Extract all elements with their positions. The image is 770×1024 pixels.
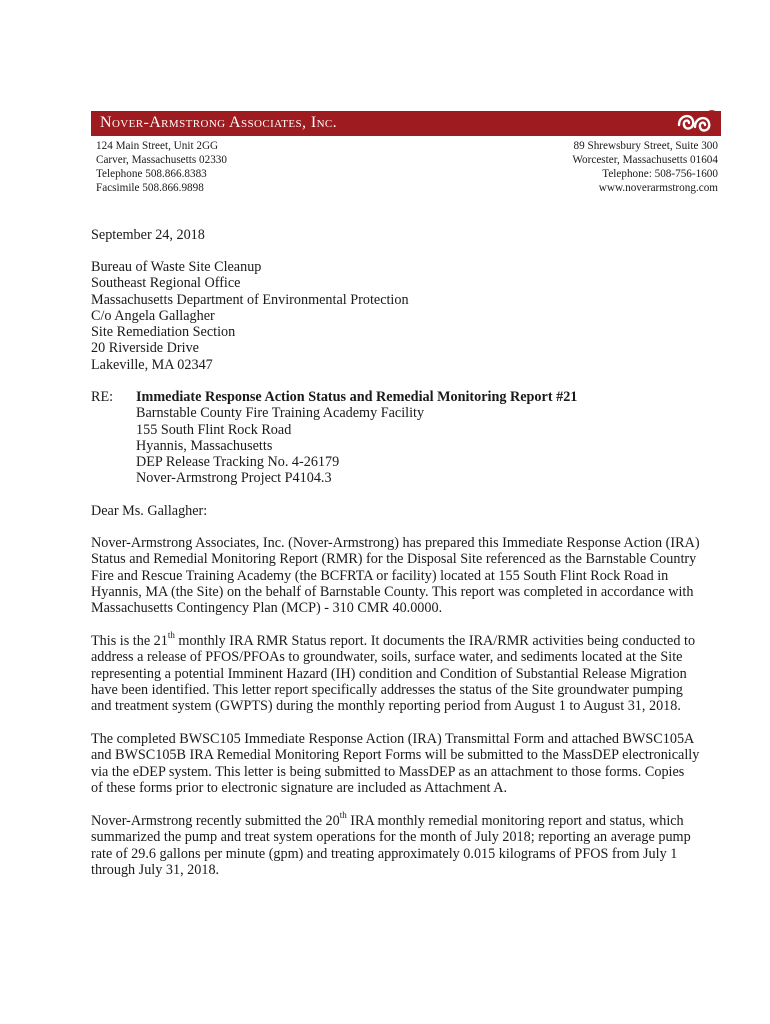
address-line: 124 Main Street, Unit 2GG — [96, 140, 219, 152]
paragraph-line: summarized the pump and treat system operations for the month of July 2018; reporting an average pump — [91, 829, 691, 846]
re-line: Barnstable County Fire Training Academy Facility — [136, 405, 425, 422]
paragraph-intro — [91, 535, 700, 617]
recipient-block — [91, 259, 680, 373]
paragraph-line: and BWSC105B IRA Remedial Monitoring Report Forms will be submitted to the MassDEP electronically — [91, 747, 700, 764]
recipient-line: C/o Angela Gallagher — [91, 307, 215, 324]
paragraph-line: address a release of PFOS/PFOAs to groundwater, soils, surface water, and sediments located at the Site — [91, 649, 683, 666]
recipient-line: Massachusetts Department of Environmental Protection — [91, 291, 409, 308]
fax-line: Facsimile 508.866.9898 — [96, 182, 204, 194]
letter-date: September 24, 2018 — [91, 227, 205, 243]
paragraph-line: representing a potential Imminent Hazard (IH) condition and Condition of Substantial Release Migration — [91, 665, 687, 682]
recipient-line: 20 Riverside Drive — [91, 340, 199, 357]
paragraph-status — [91, 630, 696, 715]
re-line: 155 South Flint Rock Road — [136, 421, 292, 438]
re-line: DEP Release Tracking No. 4-26179 — [136, 454, 340, 471]
swirl-logo-icon — [673, 105, 721, 141]
address-line: Carver, Massachusetts 02330 — [96, 154, 227, 166]
paragraph-line: Nover-Armstrong Associates, Inc. (Nover-Armstrong) has prepared this Immediate Response Action (IRA) — [91, 535, 700, 551]
recipient-line: Bureau of Waste Site Cleanup — [91, 259, 262, 275]
paragraph-line: and treatment system (GWPTS) during the monthly reporting period from August 1 to August 31, 2018. — [91, 698, 681, 715]
salutation: Dear Ms. Gallagher: — [91, 503, 208, 519]
website-link[interactable]: www.noverarmstrong.com — [598, 182, 718, 194]
paragraph-line: Hyannis, MA (the Site) on the behalf of Barnstable County. This report was completed in accordance with — [91, 583, 694, 600]
paragraph-line: rate of 29.6 gallons per minute (gpm) and treating approximately 0.015 kilograms of PFOS from July 1 — [91, 845, 678, 862]
left-address-block — [96, 139, 227, 195]
recipient-line: Site Remediation Section — [91, 324, 236, 341]
re-line: Nover-Armstrong Project P4104.3 — [136, 470, 332, 487]
paragraph-line: Fire and Rescue Training Academy (the BCFRTA or facility) located at 155 South Flint Rock Road in — [91, 567, 669, 584]
paragraph-line: have been identified. This letter report specifically addresses the status of the Site groundwater pumping — [91, 681, 683, 698]
paragraph-forms — [91, 731, 700, 796]
phone-line: Telephone 508.866.8383 — [96, 168, 207, 180]
paragraph-line: Status and Remedial Monitoring Report (RMR) for the Disposal Site referenced as the Barnstable Country — [91, 551, 697, 568]
re-label: RE: — [91, 389, 114, 405]
right-address-block — [572, 139, 718, 195]
paragraph-line: of these forms prior to electronic signature are included as Attachment A. — [91, 779, 508, 796]
paragraph-line: Nover-Armstrong recently submitted the 20th IRA monthly remedial monitoring report and status, which — [91, 810, 684, 829]
paragraph-line: through July 31, 2018. — [91, 861, 220, 878]
re-line: Hyannis, Massachusetts — [136, 437, 273, 454]
paragraph-line: The completed BWSC105 Immediate Response Action (IRA) Transmittal Form and attached BWSC105A — [91, 731, 695, 747]
address-line: Worcester, Massachusetts 01604 — [572, 154, 718, 166]
recipient-line: Southeast Regional Office — [91, 275, 241, 292]
paragraph-line: This is the 21th monthly IRA RMR Status report. It documents the IRA/RMR activities being conducted to — [91, 630, 696, 649]
phone-line: Telephone: 508-756-1600 — [602, 168, 718, 180]
address-line: 89 Shrewsbury Street, Suite 300 — [573, 140, 718, 152]
letterhead-bar — [91, 111, 721, 136]
recipient-line: Lakeville, MA 02347 — [91, 356, 213, 373]
paragraph-previous-report — [91, 810, 691, 878]
paragraph-line: Massachusetts Contingency Plan (MCP) - 310 CMR 40.0000. — [91, 600, 443, 617]
paragraph-line: via the eDEP system. This letter is being submitted to MassDEP as an attachment to those forms. Copies — [91, 763, 685, 780]
re-section — [91, 389, 680, 489]
company-name: Nover-Armstrong Associates, Inc. — [100, 114, 338, 131]
re-details — [136, 389, 577, 487]
re-title: Immediate Response Action Status and Remedial Monitoring Report #21 — [136, 389, 578, 405]
